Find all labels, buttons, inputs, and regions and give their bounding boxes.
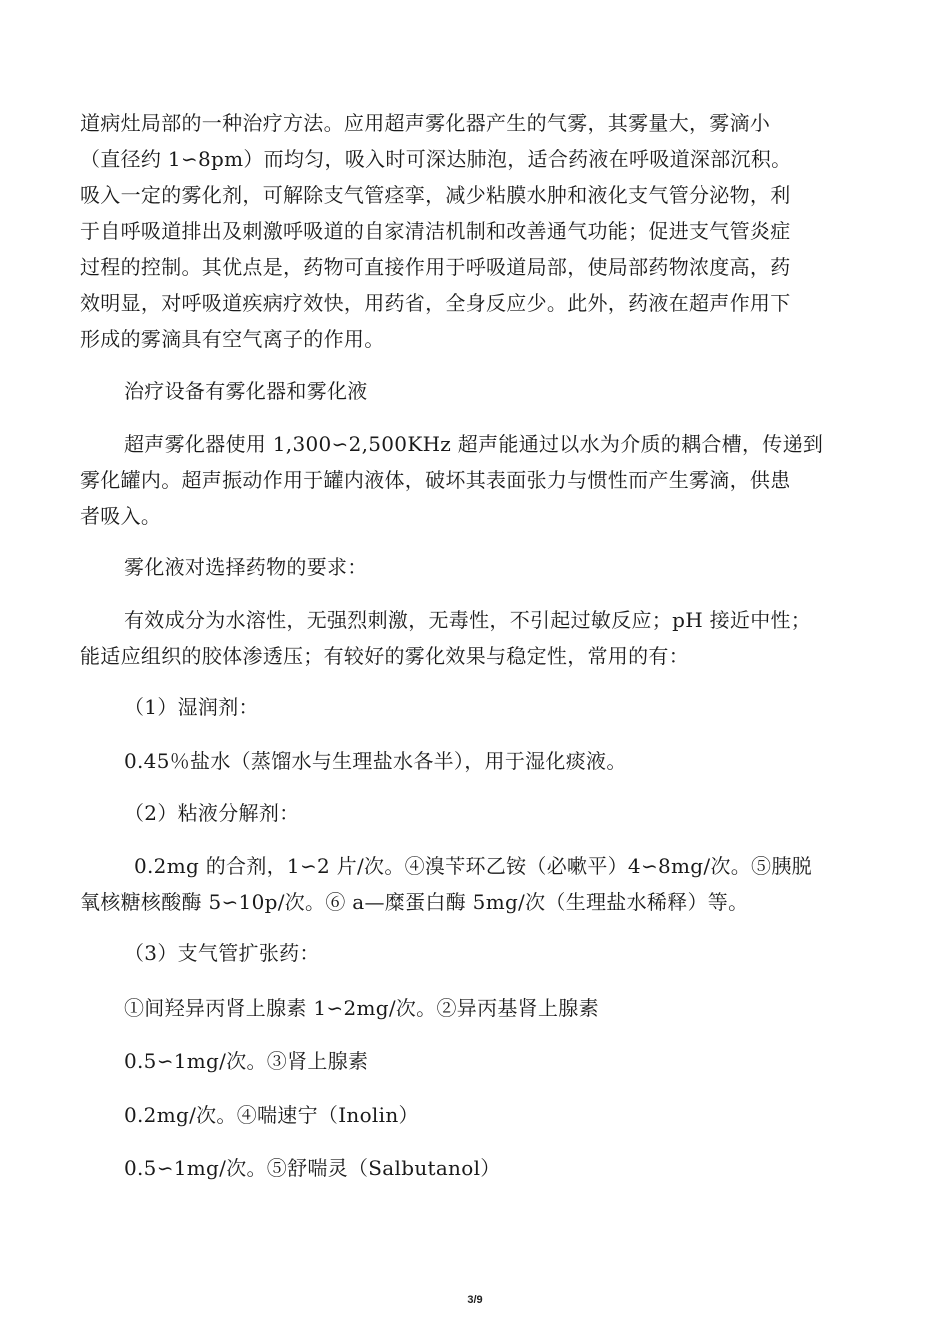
paragraph-line: 0.2mg 的合剂，1∽2 片/次。④溴苄环乙铵（必嗽平）4∽8mg/次。⑤胰脱 bbox=[134, 854, 812, 878]
paragraph-line: 于自呼吸道排出及刺激呼吸道的自家清洁机制和改善通气功能；促进支气管炎症 bbox=[80, 219, 791, 243]
paragraph-line: （直径约 1∽8pm）而均匀，吸入时可深达肺泡，适合药液在呼吸道深部沉积。 bbox=[80, 147, 792, 171]
paragraph-line: 雾化罐内。超声振动作用于罐内液体，破坏其表面张力与惯性而产生雾滴，供患 bbox=[80, 468, 791, 492]
paragraph-line: 形成的雾滴具有空气离子的作用。 bbox=[80, 327, 385, 351]
paragraph-line: 过程的控制。其优点是，药物可直接作用于呼吸道局部，使局部药物浓度高，药 bbox=[80, 255, 791, 279]
paragraph-line: 0.5∽1mg/次。③肾上腺素 bbox=[124, 1049, 369, 1073]
paragraph-line: 氧核糖核酸酶 5∽10p/次。⑥ a—糜蛋白酶 5mg/次（生理盐水稀释）等。 bbox=[80, 890, 749, 914]
paragraph-line: 道病灶局部的一种治疗方法。应用超声雾化器产生的气雾，其雾量大，雾滴小 bbox=[80, 111, 771, 135]
paragraph-line: 超声雾化器使用 1,300∽2,500KHz 超声能通过以水为介质的耦合槽，传递到 bbox=[124, 432, 824, 456]
paragraph-line: 者吸入。 bbox=[80, 504, 162, 528]
paragraph-line: 雾化液对选择药物的要求： bbox=[124, 555, 368, 579]
paragraph-line: 治疗设备有雾化器和雾化液 bbox=[124, 379, 368, 403]
paragraph-line: 效明显，对呼吸道疾病疗效快，用药省，全身反应少。此外，药液在超声作用下 bbox=[80, 291, 791, 315]
paragraph-line: ①间羟异丙肾上腺素 1∽2mg/次。②异丙基肾上腺素 bbox=[124, 996, 599, 1020]
section-heading: （3）支气管扩张药： bbox=[124, 941, 320, 965]
paragraph-line: 有效成分为水溶性，无强烈刺激，无毒性，不引起过敏反应；pH 接近中性； bbox=[124, 608, 812, 632]
section-heading: （1）湿润剂： bbox=[124, 695, 259, 719]
section-heading: （2）粘液分解剂： bbox=[124, 801, 300, 825]
paragraph-line: 0.5∽1mg/次。⑤舒喘灵（Salbutanol） bbox=[124, 1156, 501, 1180]
paragraph-line: 0.45％盐水（蒸馏水与生理盐水各半），用于湿化痰液。 bbox=[124, 749, 627, 773]
paragraph-line: 能适应组织的胶体渗透压；有较好的雾化效果与稳定性，常用的有： bbox=[80, 644, 689, 668]
paragraph-line: 吸入一定的雾化剂，可解除支气管痉挛，减少粘膜水肿和液化支气管分泌物，利 bbox=[80, 183, 791, 207]
page-number: 3/9 bbox=[467, 1294, 483, 1306]
paragraph-line: 0.2mg/次。④喘速宁（Inolin） bbox=[124, 1103, 419, 1127]
